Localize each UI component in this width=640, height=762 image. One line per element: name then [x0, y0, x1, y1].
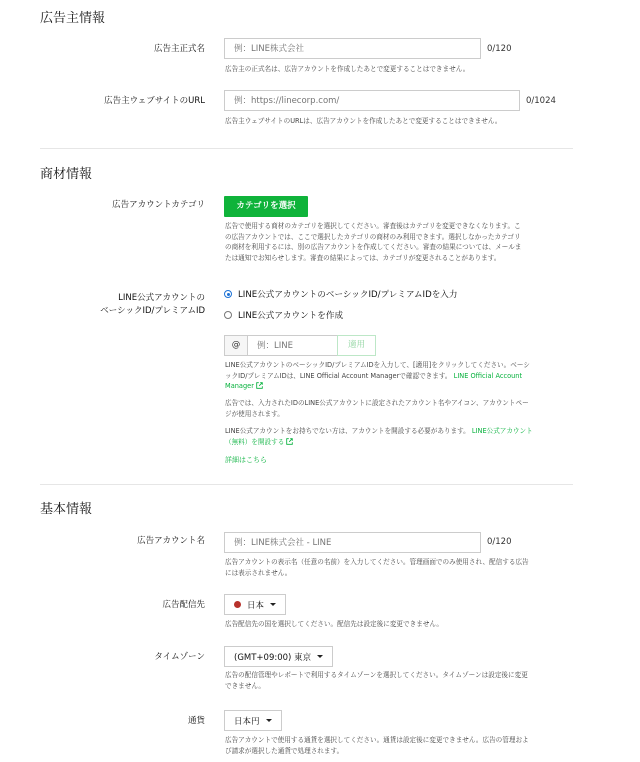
at-prefix: @: [224, 335, 248, 356]
product-section-title: 商材情報: [40, 167, 93, 182]
radio-unchecked-icon[interactable]: [224, 311, 232, 319]
delivery-value: 日本: [247, 600, 265, 611]
timezone-help: 広告の配信管理やレポートで利用するタイムゾーンを選択してください。タイムゾーンは設定後に変更できません。: [225, 671, 528, 690]
official-name-label: 広告主正式名: [153, 44, 205, 54]
website-input[interactable]: [224, 90, 520, 111]
caret-down-icon: [317, 655, 323, 658]
radio-enter-id[interactable]: [224, 288, 457, 300]
external-link-icon: [286, 438, 293, 445]
account-name-label: 広告アカウント名: [137, 536, 205, 546]
official-name-input[interactable]: [224, 38, 481, 59]
advertiser-section-title: 広告主情報: [40, 11, 106, 26]
basic-section-title: 基本情報: [40, 502, 93, 517]
external-link-icon: [256, 382, 263, 389]
japan-flag-icon: [234, 601, 241, 608]
category-help: 広告で使用する商材のカテゴリを選択してください。審査後はカテゴリを変更できなくなります。この広告アカウントでは、ここで選択したカテゴリの商材のみ利用できます。選択しなかったカテゴリの商材を利用するには、別の広告アカウントを作成してください。審査の結果については、メールまたは通知でお知らせします。審査の結果によっては、カテゴリが変更されることがあります。: [225, 222, 522, 262]
account-name-help: 広告アカウントの表示名（任意の名前）を入力してください。管理画面でのみ使用され、配信する広告には表示されません。: [225, 558, 529, 577]
line-id-label-line1: LINE公式アカウントの: [118, 293, 205, 303]
account-name-input[interactable]: [224, 532, 481, 553]
currency-select[interactable]: [224, 710, 282, 731]
caret-down-icon: [266, 719, 272, 722]
line-id-help-3-text: LINE公式アカウントをお持ちでない方は、アカウントを開設する必要があります。: [225, 427, 470, 435]
website-counter: 0/1024: [526, 96, 556, 106]
caret-down-icon: [270, 603, 276, 606]
delivery-help: 広告配信先の国を選択してください。配信先は設定後に変更できません。: [225, 620, 443, 628]
line-id-help-1-text: LINE公式アカウントのベーシックID/プレミアムIDを入力して、[適用]をクリックしてください。ベーシックID/プレミアムIDは、LINE Official Account Managerで確認できます。: [225, 361, 530, 380]
delivery-select[interactable]: [224, 594, 286, 615]
oam-link-text[interactable]: LINE Official Account Manager: [225, 371, 523, 391]
timezone-label: タイムゾーン: [154, 652, 205, 662]
radio-create-account-label: LINE公式アカウントを作成: [238, 311, 344, 321]
line-id-help-1: [225, 360, 533, 392]
radio-enter-id-label: LINE公式アカウントのベーシックID/プレミアムIDを入力: [238, 290, 458, 300]
delivery-label: 広告配信先: [162, 600, 205, 610]
open-account-link-text[interactable]: LINE公式アカウント（無料）を開設する: [225, 427, 533, 446]
category-label: 広告アカウントカテゴリ: [112, 200, 205, 210]
apply-button[interactable]: 適用: [337, 335, 376, 356]
divider: [40, 148, 573, 149]
line-id-label-line2: ベーシックID/プレミアムID: [100, 306, 205, 316]
currency-label: 通貨: [187, 716, 205, 726]
timezone-select[interactable]: [224, 646, 333, 667]
website-label: 広告主ウェブサイトのURL: [104, 96, 205, 106]
line-id-input[interactable]: [247, 335, 338, 356]
currency-value: 日本円: [234, 716, 260, 727]
currency-help: 広告アカウントで使用する通貨を選択してください。通貨は設定後に変更できません。広告の管理および請求が選択した通貨で処理されます。: [225, 736, 529, 755]
radio-create-account[interactable]: [224, 309, 343, 321]
official-name-help: 広告主の正式名は、広告アカウントを作成したあとで変更することはできません。: [225, 65, 470, 73]
timezone-value: (GMT+09:00) 東京: [234, 652, 312, 663]
website-help: 広告主ウェブサイトのURLは、広告アカウントを作成したあとで変更することはできません。: [225, 117, 502, 125]
line-id-help-2: 広告では、入力されたIDのLINE公式アカウントに設定されたアカウント名やアイコン、アカウントページが使用されます。: [225, 399, 529, 418]
line-id-label: [40, 292, 205, 318]
line-id-help-3: [225, 426, 533, 447]
select-category-button[interactable]: カテゴリを選択: [224, 196, 308, 217]
details-link[interactable]: 詳細はこちら: [225, 456, 267, 464]
divider: [40, 484, 573, 485]
official-name-counter: 0/120: [487, 44, 512, 54]
account-name-counter: 0/120: [487, 537, 512, 547]
radio-checked-icon[interactable]: [224, 290, 232, 298]
